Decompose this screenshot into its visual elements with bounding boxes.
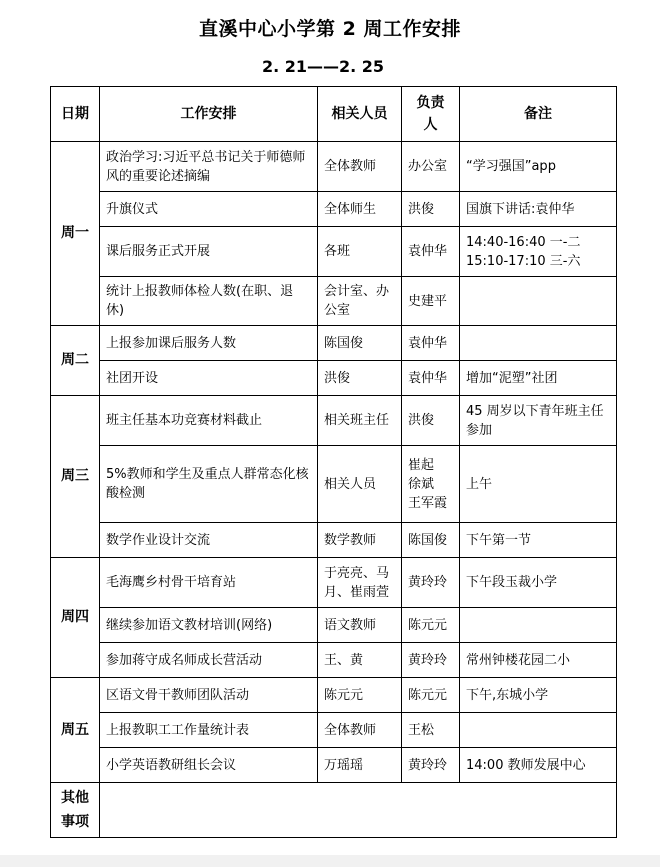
day-label: 周二 xyxy=(51,326,100,396)
header-date: 日期 xyxy=(51,87,100,142)
owner-cell: 陈元元 xyxy=(402,678,460,713)
note-cell: 14:00 教师发展中心 xyxy=(460,748,617,783)
task-cell: 社团开设 xyxy=(100,361,318,396)
task-cell: 数学作业设计交流 xyxy=(100,523,318,558)
bottom-bar xyxy=(0,855,660,867)
owner-cell: 袁仲华 xyxy=(402,326,460,361)
table-row xyxy=(51,326,617,361)
task-cell: 升旗仪式 xyxy=(100,192,318,227)
day-label: 周一 xyxy=(51,142,100,326)
task-cell: 上报参加课后服务人数 xyxy=(100,326,318,361)
table-row xyxy=(51,558,617,608)
owner-cell: 王松 xyxy=(402,713,460,748)
people-cell: 相关人员 xyxy=(318,446,402,523)
task-cell: 课后服务正式开展 xyxy=(100,227,318,277)
table-row xyxy=(51,523,617,558)
table-row xyxy=(51,643,617,678)
people-cell: 于亮亮、马月、崔雨萱 xyxy=(318,558,402,608)
day-label: 周五 xyxy=(51,678,100,783)
owner-cell: 袁仲华 xyxy=(402,227,460,277)
owner-cell: 黄玲玲 xyxy=(402,558,460,608)
table-row xyxy=(51,361,617,396)
note-cell: “学习强国”app xyxy=(460,142,617,192)
note-cell: 45 周岁以下青年班主任参加 xyxy=(460,396,617,446)
people-cell: 陈元元 xyxy=(318,678,402,713)
owner-cell: 办公室 xyxy=(402,142,460,192)
table-row xyxy=(51,446,617,523)
people-cell: 陈国俊 xyxy=(318,326,402,361)
table-row xyxy=(51,277,617,326)
note-cell xyxy=(460,713,617,748)
task-cell: 毛海鹰乡村骨干培育站 xyxy=(100,558,318,608)
people-cell: 数学教师 xyxy=(318,523,402,558)
owner-cell: 陈元元 xyxy=(402,608,460,643)
people-cell: 全体教师 xyxy=(318,713,402,748)
people-cell: 洪俊 xyxy=(318,361,402,396)
header-note: 备注 xyxy=(460,87,617,142)
owner-cell: 陈国俊 xyxy=(402,523,460,558)
owner-cell: 黄玲玲 xyxy=(402,748,460,783)
owner-cell: 崔起 徐斌 王军霞 xyxy=(402,446,460,523)
note-cell: 下午第一节 xyxy=(460,523,617,558)
task-cell: 继续参加语文教材培训(网络) xyxy=(100,608,318,643)
task-cell: 政治学习:习近平总书记关于师德师风的重要论述摘编 xyxy=(100,142,318,192)
header-owner: 负责人 xyxy=(402,87,460,142)
people-cell: 全体教师 xyxy=(318,142,402,192)
people-cell: 万瑶瑶 xyxy=(318,748,402,783)
other-label: 其他事项 xyxy=(51,783,100,838)
header-row xyxy=(51,87,617,142)
schedule-table xyxy=(50,86,617,838)
people-cell: 各班 xyxy=(318,227,402,277)
date-range: 2. 21——2. 25 xyxy=(261,57,385,76)
people-cell: 全体师生 xyxy=(318,192,402,227)
table-row xyxy=(51,713,617,748)
table-row xyxy=(51,678,617,713)
table-row xyxy=(51,396,617,446)
task-cell: 统计上报教师体检人数(在职、退休) xyxy=(100,277,318,326)
table-row xyxy=(51,748,617,783)
task-cell: 5%教师和学生及重点人群常态化核酸检测 xyxy=(100,446,318,523)
other-content xyxy=(100,783,617,838)
note-cell: 国旗下讲话:袁仲华 xyxy=(460,192,617,227)
note-cell: 下午段玉裁小学 xyxy=(460,558,617,608)
table-row xyxy=(51,227,617,277)
people-cell: 相关班主任 xyxy=(318,396,402,446)
schedule-body xyxy=(51,142,617,838)
owner-cell: 袁仲华 xyxy=(402,361,460,396)
task-cell: 区语文骨干教师团队活动 xyxy=(100,678,318,713)
note-cell xyxy=(460,326,617,361)
note-cell: 常州钟楼花园二小 xyxy=(460,643,617,678)
owner-cell: 史建平 xyxy=(402,277,460,326)
note-cell xyxy=(460,277,617,326)
people-cell: 语文教师 xyxy=(318,608,402,643)
page-title: 直溪中心小学第 2 周工作安排 xyxy=(199,18,461,40)
owner-cell: 黄玲玲 xyxy=(402,643,460,678)
table-row xyxy=(51,142,617,192)
day-label: 周四 xyxy=(51,558,100,678)
task-cell: 班主任基本功竞赛材料截止 xyxy=(100,396,318,446)
task-cell: 小学英语教研组长会议 xyxy=(100,748,318,783)
table-row xyxy=(51,192,617,227)
people-cell: 王、黄 xyxy=(318,643,402,678)
people-cell: 会计室、办公室 xyxy=(318,277,402,326)
note-cell: 上午 xyxy=(460,446,617,523)
owner-cell: 洪俊 xyxy=(402,396,460,446)
header-people: 相关人员 xyxy=(318,87,402,142)
owner-cell: 洪俊 xyxy=(402,192,460,227)
other-row xyxy=(51,783,617,838)
day-label: 周三 xyxy=(51,396,100,558)
note-cell: 增加“泥塑”社团 xyxy=(460,361,617,396)
note-cell: 下午,东城小学 xyxy=(460,678,617,713)
header-task: 工作安排 xyxy=(100,87,318,142)
note-cell xyxy=(460,608,617,643)
note-cell: 14:40-16:40 一-二 15:10-17:10 三-六 xyxy=(460,227,617,277)
table-row xyxy=(51,608,617,643)
task-cell: 上报教职工工作量统计表 xyxy=(100,713,318,748)
task-cell: 参加蒋守成名师成长营活动 xyxy=(100,643,318,678)
